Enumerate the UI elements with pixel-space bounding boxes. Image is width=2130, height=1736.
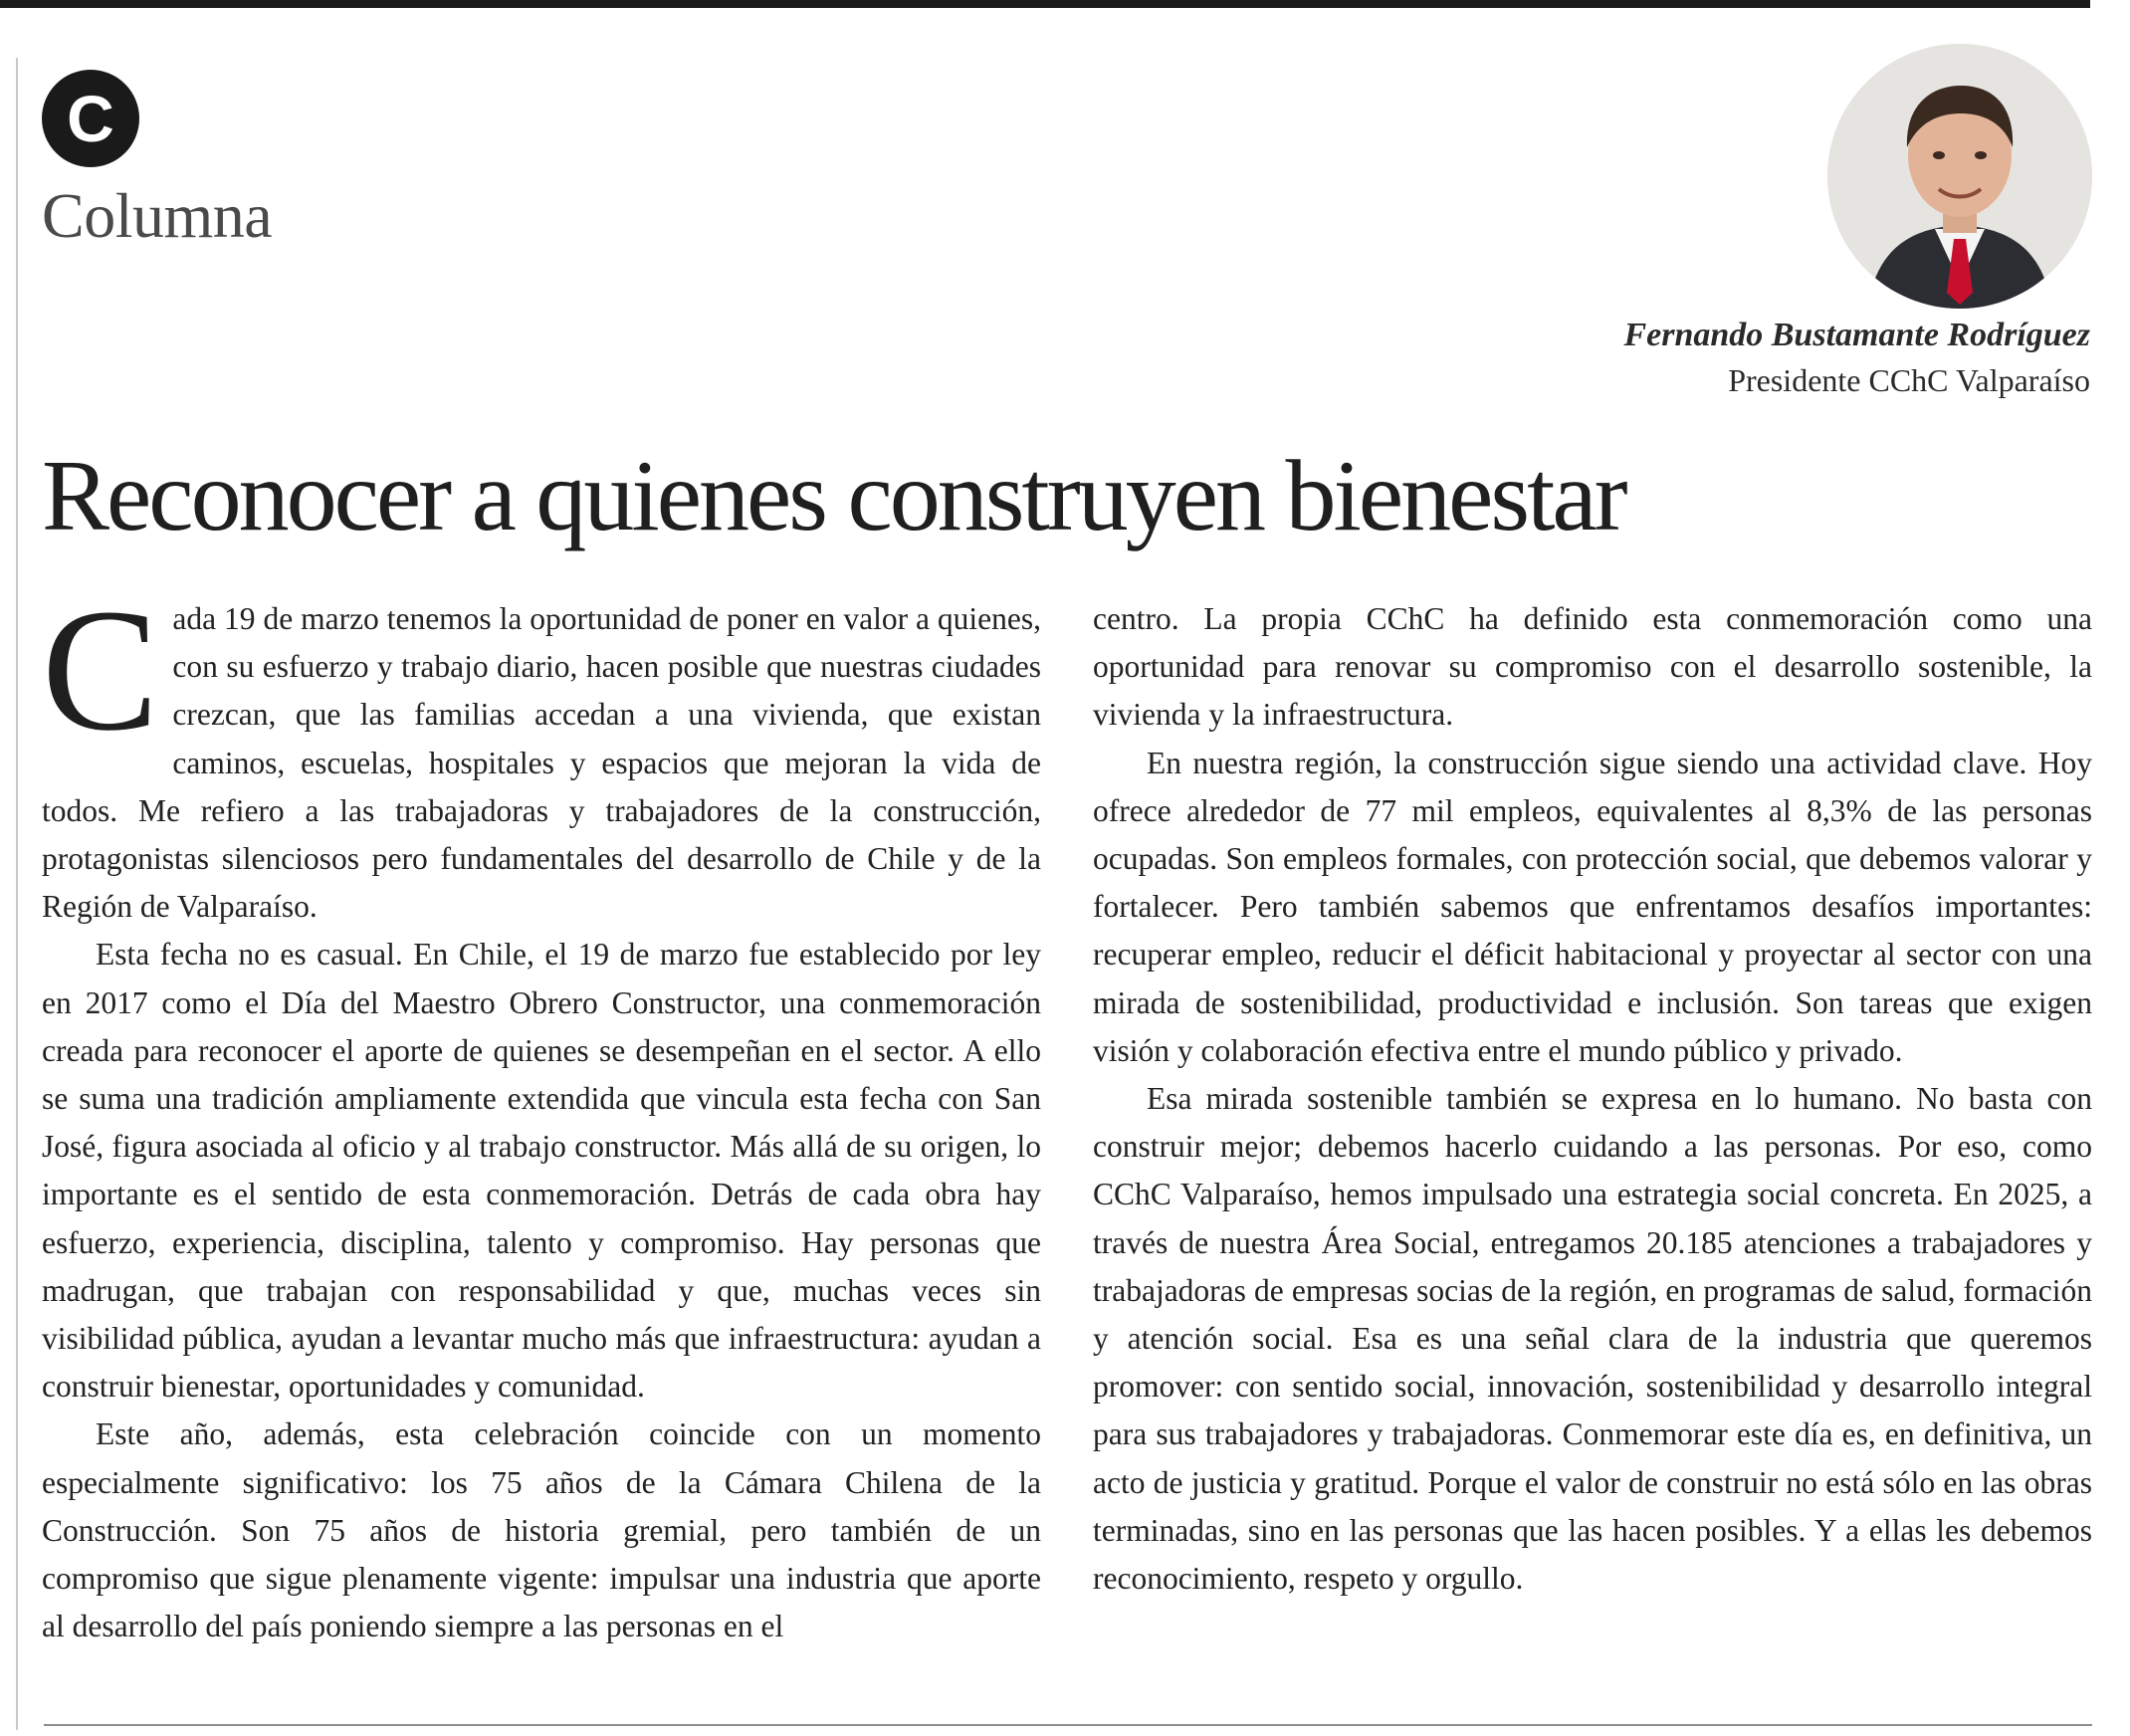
- article-paragraph-3: Este año, además, esta celebración coincide con un momento especialmente significativo: los 75 años de la Cámara Chilena de la Construcción. Son 75 años de historia gremial, pero también de un compromiso que sigue plenamente vigente: impulsar una industria que aporte al desarrollo del país poniendo siempre a las personas en el: [42, 1416, 1041, 1644]
- article-paragraph-4: En nuestra región, la construcción sigue siendo una actividad clave. Hoy ofrece alrededor de 77 mil empleos, equivalentes al 8,3% de las personas ocupadas. Son empleos formales, con protección social, que debemos valorar y fortalecer. Pero también sabemos que enfrentamos desafíos importantes: recuperar empleo, reducir el déficit habitacional y proyectar al sector con una mirada de sostenibilidad, productividad e inclusión. Son tareas que exigen visión y colaboración efectiva entre el mundo público y privado.: [1093, 745, 2092, 1068]
- author-portrait-image: [1827, 44, 2092, 309]
- left-margin-rule: [16, 58, 18, 1730]
- author-role: Presidente CChC Valparaíso: [1728, 362, 2090, 398]
- headline: Reconocer a quienes construyen bienestar: [42, 440, 1625, 552]
- article-paragraph-3-continued: centro. La propia CChC ha definido esta conmemoración como una oportunidad para renovar su compromiso con el desarrollo sostenible, la vivienda y la infraestructura.: [1093, 601, 2092, 733]
- article-paragraph-2: Esta fecha no es casual. En Chile, el 19 de marzo fue establecido por ley en 2017 como el Día del Maestro Obrero Constructor, una conmemoración creada para reconocer el aporte de quienes se desempeñan en el sector. A ello se suma una tradición ampliamente extendida que vincula esta fecha con San José, figura asociada al oficio y al trabajo constructor. Más allá de su origen, lo importante es el sentido de esta conmemoración. Detrás de cada obra hay esfuerzo, experiencia, disciplina, talento y compromiso. Hay personas que madrugan, que trabajan con responsabilidad y que, muchas veces sin visibilidad pública, ayudan a levantar mucho más que infraestructura: ayudan a construir bienestar, oportunidades y comunidad.: [42, 937, 1041, 1405]
- article-column-left: [42, 595, 1041, 1710]
- author-name: Fernando Bustamante Rodríguez: [1623, 317, 2090, 353]
- author-portrait: [1827, 44, 2092, 309]
- article-paragraph-5: Esa mirada sostenible también se expresa en lo humano. No basta con construir mejor; debemos hacerlo cuidando a las personas. Por eso, como CChC Valparaíso, hemos impulsado una estrategia social concreta. En 2025, a través de nuestra Área Social, entregamos 20.185 atenciones a trabajadores y trabajadoras de empresas socias de la región, en programas de salud, formación y atención social. Esa es una señal clara de la industria que queremos promover: con sentido social, innovación, sostenibilidad y desarrollo integral para sus trabajadores y trabajadoras. Conmemorar este día es, en definitiva, un acto de justicia y gratitud. Porque el valor de construir no está sólo en las obras terminadas, sino en las personas que las hacen posibles. Y a ellas les debemos reconocimiento, respeto y orgullo.: [1093, 1081, 2092, 1597]
- bottom-rule: [44, 1724, 2092, 1726]
- top-rule: [0, 0, 2090, 8]
- column-badge-icon: C: [42, 70, 139, 167]
- section-label: Columna: [42, 180, 273, 251]
- drop-cap: C: [42, 595, 159, 767]
- article-paragraph-1: Cada 19 de marzo tenemos la oportunidad de poner en valor a quienes, con su esfuerzo y trabajo diario, hacen posible que nuestras ciudades crezcan, que las familias accedan a una vivienda, que existan caminos, escuelas, hospitales y espacios que mejoran la vida de todos. Me refiero a las trabajadoras y trabajadores de la construcción, protagonistas silenciosos pero fundamentales del desarrollo de Chile y de la Región de Valparaíso.: [42, 595, 1041, 925]
- article-column-right: [1093, 595, 2092, 1710]
